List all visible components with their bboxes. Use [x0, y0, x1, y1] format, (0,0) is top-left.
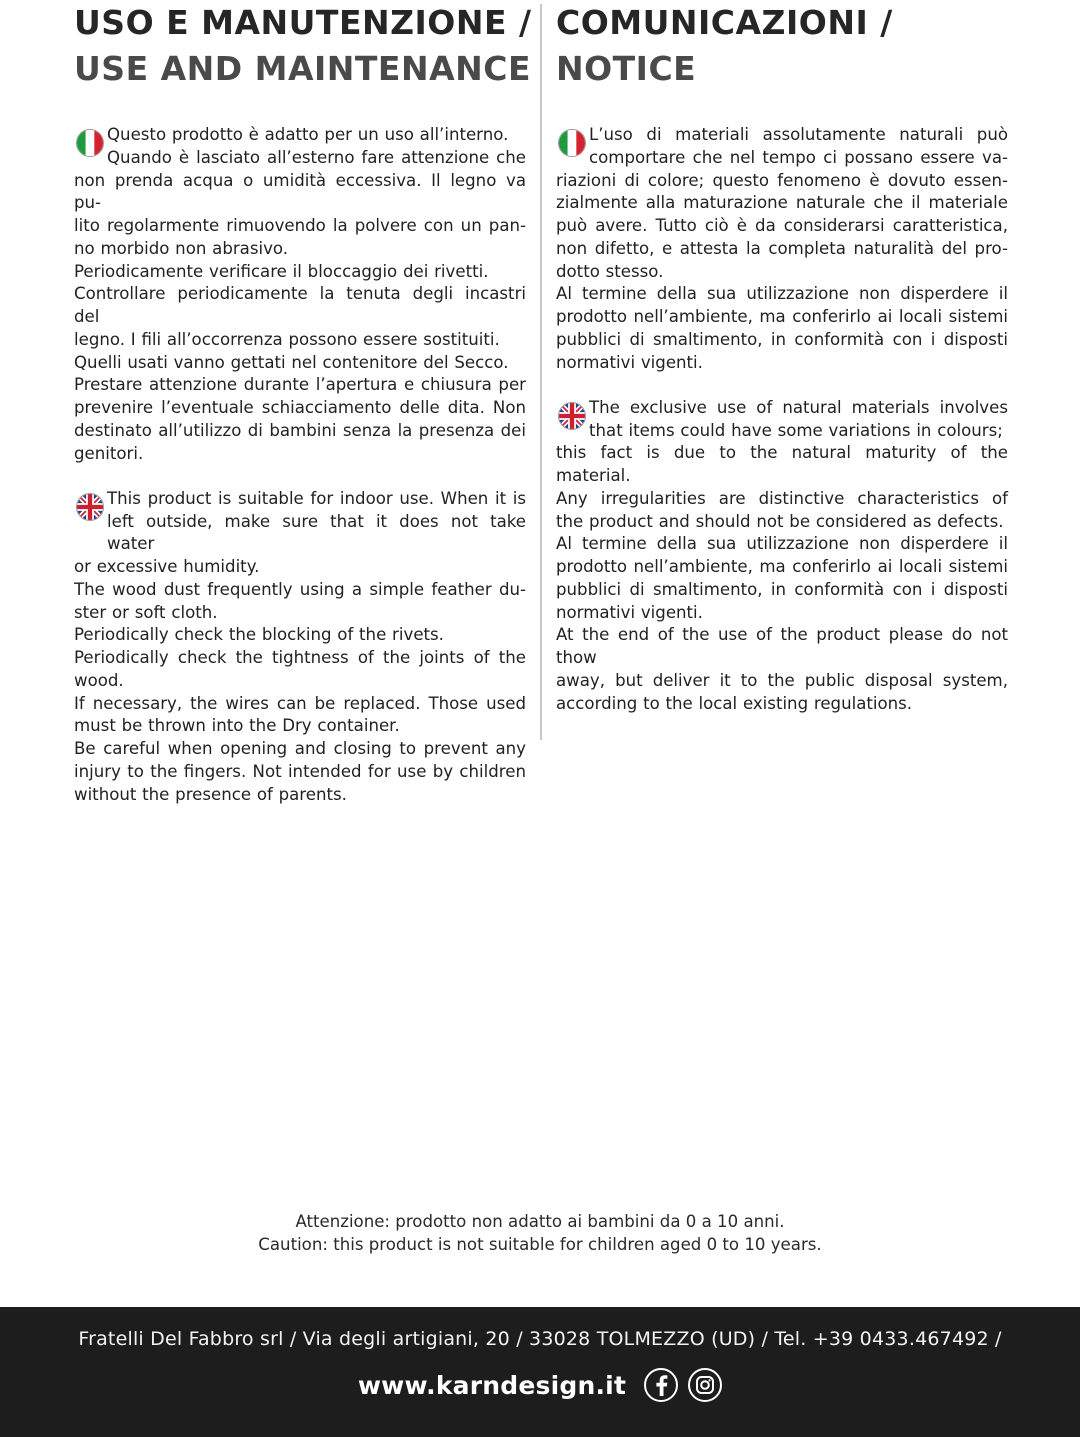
text-line: prevenire l’eventuale schiacciamento delle dita. Non — [74, 398, 526, 417]
text-line: The exclusive use of natural materials involves — [589, 397, 1008, 417]
text-line: wood. — [74, 670, 124, 690]
age-warning — [0, 1210, 1080, 1256]
text-line: This product is suitable for indoor use. When it is — [107, 488, 526, 508]
text-line: normativi vigenti. — [556, 602, 703, 622]
text-line: must be thrown into the Dry container. — [74, 716, 400, 736]
text-line: injury to the fingers. Not intended for use by children — [74, 761, 526, 781]
facebook-icon[interactable] — [644, 1368, 678, 1402]
text-line: Be careful when opening and closing to prevent any — [74, 739, 526, 759]
text-line: lito regolarmente rimuovendo la polvere con un pan- — [74, 216, 526, 235]
use-maintenance-heading — [74, 0, 532, 92]
text-line: normativi vigenti. — [556, 352, 703, 372]
text-line: prodotto nell’ambiente, ma conferirlo ai locali sistemi — [556, 557, 1008, 577]
age-warning-english: Caution: this product is not suitable for children aged 0 to 10 years. — [258, 1235, 822, 1254]
italian-section — [556, 124, 1008, 374]
uk-flag-icon — [558, 402, 586, 430]
uk-flag-icon — [76, 493, 104, 521]
text-line: At the end of the use of the product please do not thow — [556, 625, 1008, 668]
italian-text — [74, 124, 526, 465]
text-line: Periodically check the blocking of the rivets. — [74, 625, 444, 645]
text-line: riazioni di colore; questo fenomeno è dovuto essen- — [556, 170, 1008, 190]
text-line: dotto stesso. — [556, 261, 664, 281]
text-line: that items could have some variations in colours; — [589, 420, 1003, 440]
text-line: Periodicamente verificare il bloccaggio dei rivetti. — [74, 261, 489, 281]
italy-flag-icon — [558, 129, 586, 157]
heading-line-italian: COMUNICAZIONI / — [556, 3, 893, 42]
notice-column — [556, 0, 1008, 713]
text-line: If necessary, the wires can be replaced. Those used — [74, 693, 526, 713]
use-maintenance-column — [74, 0, 532, 804]
text-line: destinato all’utilizzo di bambini senza la presenza dei — [74, 420, 526, 440]
text-line: without the presence of parents. — [74, 784, 347, 804]
heading-line-english: USE AND MAINTENANCE — [74, 49, 531, 88]
text-line: or excessive humidity. — [74, 557, 260, 577]
text-line: zialmente alla maturazione naturale che il materiale — [556, 193, 1008, 213]
use-maintenance-body — [74, 124, 526, 829]
text-line: no morbido non abrasivo. — [74, 238, 289, 258]
italian-text — [556, 124, 1008, 374]
footer-links — [0, 1365, 1080, 1405]
text-line: Quando è lasciato all’esterno fare attenzione che — [107, 147, 526, 167]
text-line: Quelli usati vanno gettati nel contenitore del Secco. — [74, 352, 509, 372]
italian-section — [74, 124, 526, 465]
text-line: Questo prodotto è adatto per un uso all’interno. — [107, 125, 509, 144]
footer — [0, 1307, 1080, 1437]
heading-line-english: NOTICE — [556, 49, 697, 88]
text-line: prodotto nell’ambiente, ma conferirlo ai locali sistemi — [556, 307, 1008, 326]
text-line: according to the local existing regulations. — [556, 693, 913, 713]
text-line: Al termine della sua utilizzazione non disperdere il — [556, 284, 1008, 304]
english-text — [74, 488, 526, 807]
english-section — [74, 488, 526, 807]
website-link[interactable]: www.karndesign.it — [357, 1370, 627, 1400]
text-line: The wood dust frequently using a simple feather du- — [74, 579, 526, 599]
age-warning-italian: Attenzione: prodotto non adatto ai bambini da 0 a 10 anni. — [295, 1212, 785, 1231]
text-line: genitori. — [74, 443, 144, 463]
text-line: the product and should not be considered as defects. — [556, 511, 1004, 531]
column-divider — [540, 4, 542, 740]
text-line: non prenda acqua o umidità eccessiva. Il legno va pu- — [74, 170, 526, 213]
text-line: può avere. Tutto ciò è da considerarsi caratteristica, — [556, 216, 1008, 235]
heading-line-italian: USO E MANUTENZIONE / — [74, 3, 532, 42]
italy-flag-icon — [76, 129, 104, 157]
english-text — [556, 397, 1008, 716]
company-address: Fratelli Del Fabbro srl / Via degli artigiani, 20 / 33028 TOLMEZZO (UD) / Tel. +39 0433.467492 / — [78, 1328, 1002, 1350]
text-line: this fact is due to the natural maturity of the material. — [556, 443, 1008, 486]
notice-body — [556, 124, 1008, 738]
text-line: away, but deliver it to the public disposal system, — [556, 670, 1008, 690]
text-line: Prestare attenzione durante l’apertura e chiusura per — [74, 375, 526, 395]
text-line: L’uso di materiali assolutamente naturali può — [589, 125, 1008, 144]
text-line: Any irregularities are distinctive characteristics of — [556, 488, 1008, 508]
text-line: pubblici di smaltimento, in conformità con i disposti — [556, 329, 1008, 349]
english-section — [556, 397, 1008, 716]
text-line: Al termine della sua utilizzazione non disperdere il — [556, 534, 1008, 554]
notice-heading — [556, 0, 1008, 92]
text-line: comportare che nel tempo ci possano essere va- — [589, 147, 1008, 167]
instagram-icon[interactable] — [688, 1368, 722, 1402]
text-line: left outside, make sure that it does not take water — [107, 511, 526, 554]
text-line: ster or soft cloth. — [74, 602, 218, 622]
text-line: Periodically check the tightness of the joints of the — [74, 648, 526, 668]
text-line: legno. I fili all’occorrenza possono essere sostituiti. — [74, 329, 500, 349]
text-line: pubblici di smaltimento, in conformità con i disposti — [556, 579, 1008, 599]
text-line: Controllare periodicamente la tenuta degli incastri del — [74, 284, 526, 326]
text-line: non difetto, e attesta la completa naturalità del pro- — [556, 238, 1008, 258]
